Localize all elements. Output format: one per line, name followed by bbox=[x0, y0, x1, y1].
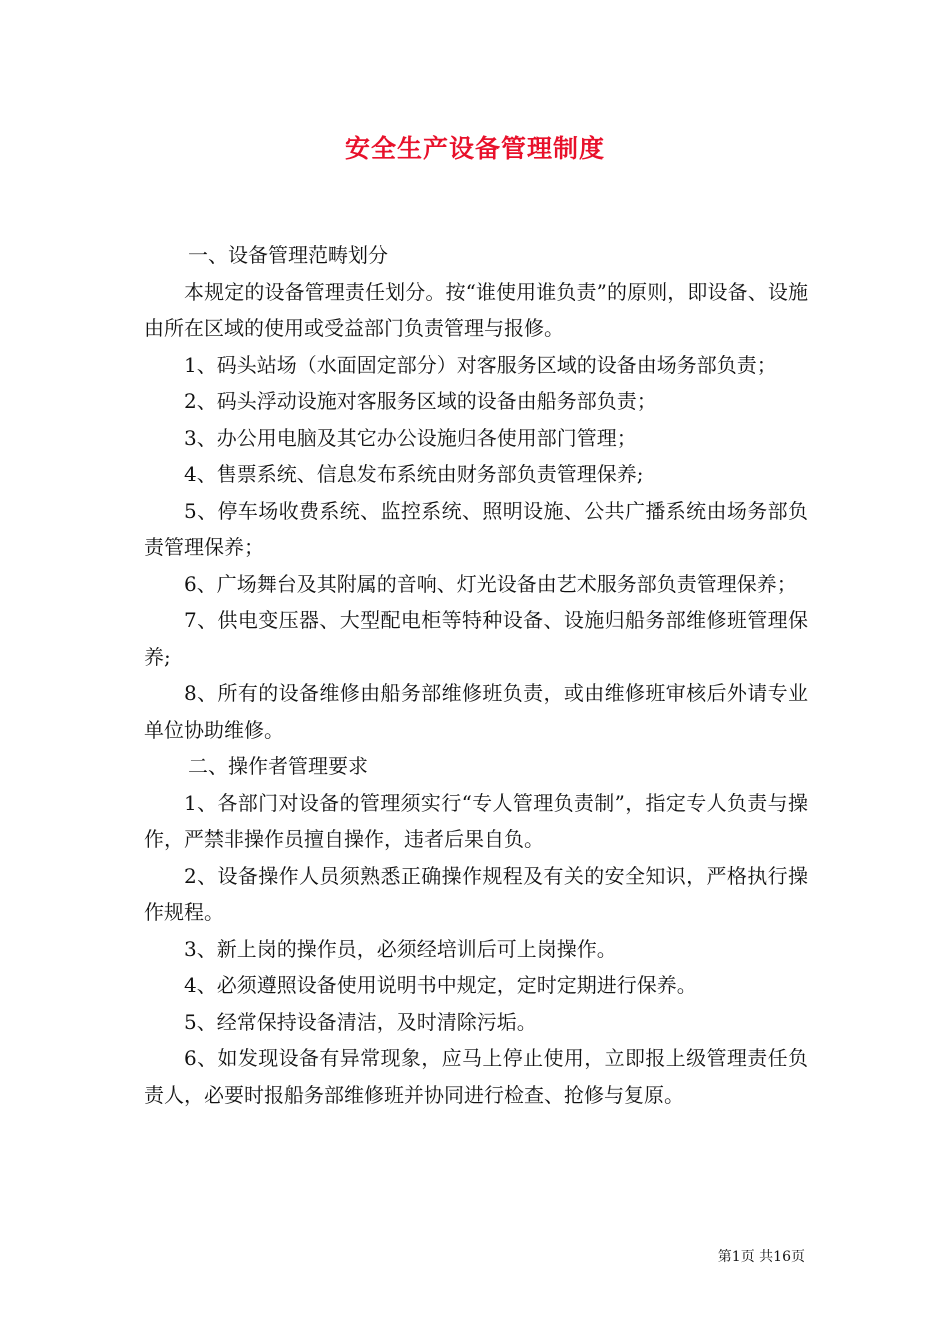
list-item: 3、新上岗的操作员，必须经培训后可上岗操作。 bbox=[184, 936, 617, 961]
list-item: 3、办公用电脑及其它办公设施归各使用部门管理； bbox=[184, 425, 637, 450]
paragraph: 本规定的设备管理责任划分。按“谁使用谁负责”的原则，即设备、设施由所在区域的使用或受益部门负责管理与报修。 bbox=[144, 279, 808, 340]
list-item: 1、各部门对设备的管理须实行“专人管理负责制”，指定专人负责与操作，严禁非操作员擅自操作，违者后果自负。 bbox=[144, 790, 808, 851]
document-title: 安全生产设备管理制度 bbox=[344, 134, 605, 163]
list-item: 2、码头浮动设施对客服务区域的设备由船务部负责； bbox=[184, 389, 657, 413]
list-item: 6、广场舞台及其附属的音响、灯光设备由艺术服务部负责管理保养； bbox=[184, 571, 797, 596]
footer-middle: 页 共 bbox=[740, 1249, 774, 1265]
section-heading: 二、操作者管理要求 bbox=[188, 754, 368, 778]
page-footer bbox=[718, 1247, 805, 1267]
list-item: 4、售票系统、信息发布系统由财务部负责管理保养; bbox=[184, 462, 644, 486]
list-item: 6、如发现设备有异常现象，应马上停止使用，立即报上级管理责任负责人，必要时报船务部维修班并协同进行检查、抢修与复原。 bbox=[144, 1046, 808, 1107]
footer-prefix: 第 bbox=[717, 1249, 732, 1265]
list-item: 8、所有的设备维修由船务部维修班负责，或由维修班审核后外请专业单位协助维修。 bbox=[144, 681, 808, 742]
document-body bbox=[144, 237, 808, 1113]
list-item: 4、必须遵照设备使用说明书中规定，定时定期进行保养。 bbox=[184, 973, 697, 997]
list-item: 2、设备操作人员须熟悉正确操作规程及有关的安全知识，严格执行操作规程。 bbox=[144, 863, 808, 924]
footer-total-pages: 16 bbox=[773, 1249, 791, 1265]
list-item: 1、码头站场（水面固定部分）对客服务区域的设备由场务部负责； bbox=[184, 352, 777, 377]
list-item: 5、经常保持设备清洁，及时清除污垢。 bbox=[184, 1009, 537, 1034]
list-item: 5、停车场收费系统、监控系统、照明设施、公共广播系统由场务部负责管理保养； bbox=[144, 498, 808, 559]
section-heading: 一、设备管理范畴划分 bbox=[188, 243, 388, 267]
footer-suffix: 页 bbox=[791, 1249, 805, 1265]
list-item: 7、供电变压器、大型配电柜等特种设备、设施归船务部维修班管理保养; bbox=[144, 608, 808, 669]
footer-current-page: 1 bbox=[731, 1249, 741, 1265]
